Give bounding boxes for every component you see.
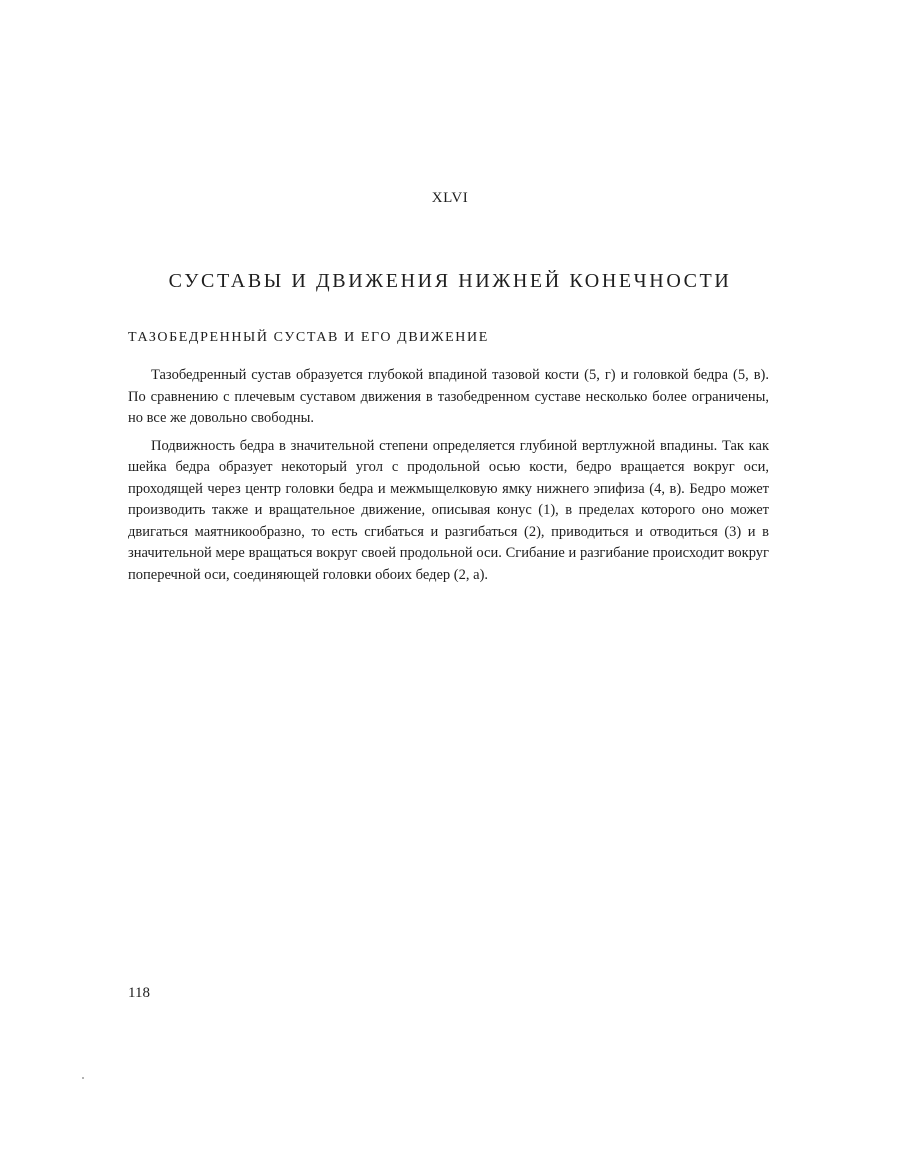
paragraph: Подвижность бедра в значительной степени определяется глубиной вертлужной впадины. Так как шейка бедра образует некоторый угол с продольной осью кости, бедро вращается вокруг оси, проходящей через центр головки бедра и межмыщелковую ямку нижнего эпифиза (4, в). Бедро может производить также и вращательное движение, описывая конус (1), в пределах которого оно может двигаться маятникообразно, то есть сгибаться и разгибаться (2), приводиться и отводиться (3) и в значительной мере вращаться вокруг своей продольной оси. Сгибание и разгибание происходит вокруг поперечной оси, соединяющей головки обоих бедер (2, а). xyxy=(128,437,769,583)
page-number: 118 xyxy=(128,985,150,1001)
chapter-number: XLVI xyxy=(431,190,469,206)
body-text xyxy=(128,365,769,592)
paragraph: Тазобедренный сустав образуется глубокой впадиной тазовой кости (5, г) и головкой бедра (5, в). По сравнению с плечевым суставом движения в тазобедренном суставе несколько более ограничены, но все же довольно свободны. xyxy=(128,367,769,426)
scan-speck xyxy=(82,1077,84,1079)
chapter-title: СУСТАВЫ И ДВИЖЕНИЯ НИЖНЕЙ КОНЕЧНОСТИ xyxy=(168,270,732,292)
section-heading: ТАЗОБЕДРЕННЫЙ СУСТАВ И ЕГО ДВИЖЕНИЕ xyxy=(128,330,489,345)
